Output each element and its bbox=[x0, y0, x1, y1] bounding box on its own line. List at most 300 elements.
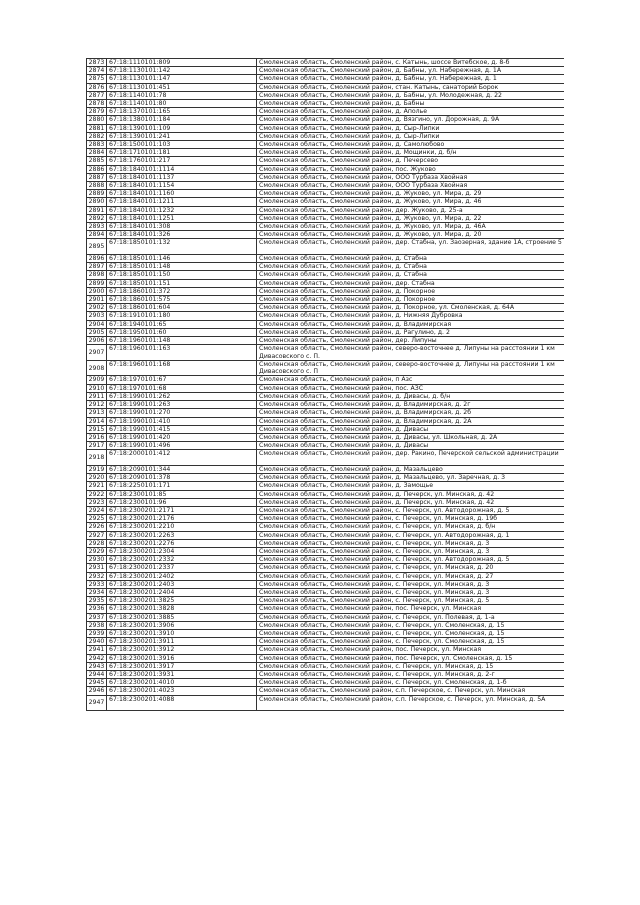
address: Смоленская область, Смоленский район, д. Покорное bbox=[257, 287, 565, 295]
table-row bbox=[87, 401, 565, 409]
address: Смоленская область, Смоленский район, д. Жуково, ул. Мира, д. 46 bbox=[257, 198, 565, 206]
row-number: 2936 bbox=[87, 605, 107, 613]
address: Смоленская область, Смоленский район, с. Печерск, ул. Минская, д. 3 bbox=[257, 588, 565, 596]
address: Смоленская область, Смоленский район, д. Печерсево bbox=[257, 157, 565, 165]
row-number: 2889 bbox=[87, 190, 107, 198]
cadastral-number: 67:18:1370101:165 bbox=[107, 108, 257, 116]
address: Смоленская область, Смоленский район, пос. Печерск, ул. Минская bbox=[257, 646, 565, 654]
cadastral-number: 67:18:1990101:420 bbox=[107, 433, 257, 441]
table-row bbox=[87, 124, 565, 132]
row-number: 2920 bbox=[87, 474, 107, 482]
table-row bbox=[87, 279, 565, 287]
table-row bbox=[87, 190, 565, 198]
table-row bbox=[87, 515, 565, 523]
cadastral-number: 67:18:2300201:3911 bbox=[107, 638, 257, 646]
table-row bbox=[87, 360, 565, 376]
table-row bbox=[87, 263, 565, 271]
address: Смоленская область, Смоленский район, с. Печерск, ул. Смоленская, д. 15 bbox=[257, 621, 565, 629]
address: Смоленская область, Смоленский район, д. Покорное, ул. Смоленская, д. 64А bbox=[257, 304, 565, 312]
table-row bbox=[87, 67, 565, 75]
cadastral-number: 67:18:1850101:148 bbox=[107, 263, 257, 271]
address: Смоленская область, Смоленский район, с. Печерск, ул. Минская, д. 19б bbox=[257, 515, 565, 523]
row-number: 2922 bbox=[87, 490, 107, 498]
row-number: 2934 bbox=[87, 588, 107, 596]
address: Смоленская область, Смоленский район, д. Рагулино, д. 2 bbox=[257, 328, 565, 336]
row-number: 2940 bbox=[87, 638, 107, 646]
table-row bbox=[87, 662, 565, 670]
cadastral-number: 67:18:2300201:3912 bbox=[107, 646, 257, 654]
row-number: 2909 bbox=[87, 376, 107, 384]
table-row bbox=[87, 384, 565, 392]
row-number: 2914 bbox=[87, 417, 107, 425]
address: Смоленская область, Смоленский район, д. Жуково, ул. Мира, д. 22 bbox=[257, 214, 565, 222]
table-row bbox=[87, 132, 565, 140]
address: Смоленская область, Смоленский район, с. Печерск, ул. Смоленская, д. 15 bbox=[257, 638, 565, 646]
address: Смоленская область, Смоленский район, д. Владимирская, д. 2б bbox=[257, 409, 565, 417]
cadastral-number: 67:18:2300201:2171 bbox=[107, 506, 257, 514]
address: Смоленская область, Смоленский район, с. Печерск, ул. Автодорожная, д. 5 bbox=[257, 556, 565, 564]
address: Смоленская область, Смоленский район, д. Печерск, ул. Минская, д. 42 bbox=[257, 490, 565, 498]
cadastral-number: 67:18:2090101:344 bbox=[107, 465, 257, 473]
address: Смоленская область, Смоленский район, д. Жуково, ул. Мира, д. 29 bbox=[257, 190, 565, 198]
cadastral-number: 67:18:1840101:1114 bbox=[107, 165, 257, 173]
cadastral-number: 67:18:2000101:412 bbox=[107, 450, 257, 466]
table-row bbox=[87, 588, 565, 596]
table-row bbox=[87, 638, 565, 646]
address: Смоленская область, Смоленский район, д. Жуково, ул. Мира, д. 20 bbox=[257, 231, 565, 239]
row-number: 2907 bbox=[87, 345, 107, 361]
table-row bbox=[87, 165, 565, 173]
address: Смоленская область, Смоленский район, п Азс bbox=[257, 376, 565, 384]
table-row bbox=[87, 547, 565, 555]
cadastral-number: 67:18:1840101:1160 bbox=[107, 190, 257, 198]
cadastral-number: 67:18:1990101:262 bbox=[107, 392, 257, 400]
cadastral-number: 67:18:1990101:496 bbox=[107, 442, 257, 450]
cadastral-number: 67:18:1850101:151 bbox=[107, 279, 257, 287]
row-number: 2946 bbox=[87, 687, 107, 695]
table-row bbox=[87, 376, 565, 384]
cadastral-number: 67:18:2300201:2332 bbox=[107, 556, 257, 564]
table-row bbox=[87, 337, 565, 345]
cadastral-number: 67:18:1970101:67 bbox=[107, 376, 257, 384]
address: Смоленская область, Смоленский район, д. Дивасы, д. б/н bbox=[257, 392, 565, 400]
address: Смоленская область, Смоленский район, д. Самолюбово bbox=[257, 141, 565, 149]
cadastral-number: 67:18:1960101:148 bbox=[107, 337, 257, 345]
cadastral-number: 67:18:1500101:103 bbox=[107, 141, 257, 149]
address: Смоленская область, Смоленский район, с. Печерск, ул. Автодорожная, д. 5 bbox=[257, 506, 565, 514]
address: Смоленская область, Смоленский район, с. Печерск, ул. Минская, д. 20 bbox=[257, 564, 565, 572]
address: Смоленская область, Смоленский район, д. Дивасы bbox=[257, 425, 565, 433]
row-number: 2925 bbox=[87, 515, 107, 523]
address: Смоленская область, Смоленский район, д. Бабны, ул. Молодежная, д. 22 bbox=[257, 91, 565, 99]
row-number: 2916 bbox=[87, 433, 107, 441]
address: Смоленская область, Смоленский район, д. Мазальцево bbox=[257, 465, 565, 473]
cadastral-number: 67:18:2300201:4023 bbox=[107, 687, 257, 695]
registry-table bbox=[86, 58, 564, 711]
table-row bbox=[87, 271, 565, 279]
row-number: 2943 bbox=[87, 662, 107, 670]
table-row bbox=[87, 498, 565, 506]
address: Смоленская область, Смоленский район, д. Бабны bbox=[257, 100, 565, 108]
table-row bbox=[87, 506, 565, 514]
row-number: 2935 bbox=[87, 597, 107, 605]
table-row bbox=[87, 605, 565, 613]
row-number: 2910 bbox=[87, 384, 107, 392]
row-number: 2875 bbox=[87, 75, 107, 83]
cadastral-number: 67:18:1990101:270 bbox=[107, 409, 257, 417]
address: Смоленская область, Смоленский район, д. Печерск, ул. Минская, д. 42 bbox=[257, 498, 565, 506]
cadastral-number: 67:18:1840101:1211 bbox=[107, 198, 257, 206]
table-row bbox=[87, 465, 565, 473]
table-row bbox=[87, 296, 565, 304]
row-number: 2899 bbox=[87, 279, 107, 287]
row-number: 2919 bbox=[87, 465, 107, 473]
cadastral-number: 67:18:1990101:410 bbox=[107, 417, 257, 425]
address: Смоленская область, Смоленский район, д. Стабна bbox=[257, 271, 565, 279]
row-number: 2905 bbox=[87, 328, 107, 336]
address: Смоленская область, Смоленский район, с. Печерск, ул. Смоленская, д. 1-б bbox=[257, 679, 565, 687]
cadastral-number: 67:18:2300201:3825 bbox=[107, 597, 257, 605]
address: Смоленская область, Смоленский район, д. Бабны, ул. Набережная, д. 1 bbox=[257, 75, 565, 83]
address: Смоленская область, Смоленский район, с.п. Печерское, с. Печерск, ул. Минская, д. 5А bbox=[257, 695, 565, 711]
row-number: 2912 bbox=[87, 401, 107, 409]
table-row bbox=[87, 670, 565, 678]
row-number: 2883 bbox=[87, 141, 107, 149]
address: Смоленская область, Смоленский район, с. Печерск, ул. Минская, д. 5 bbox=[257, 597, 565, 605]
row-number: 2876 bbox=[87, 83, 107, 91]
table-row bbox=[87, 182, 565, 190]
table-row bbox=[87, 157, 565, 165]
cadastral-number: 67:18:1970101:68 bbox=[107, 384, 257, 392]
cadastral-number: 67:18:2300201:2304 bbox=[107, 547, 257, 555]
table-row bbox=[87, 223, 565, 231]
address: Смоленская область, Смоленский район, с. Печерск, ул. Минская, д. 15 bbox=[257, 662, 565, 670]
cadastral-number: 67:18:1760101:217 bbox=[107, 157, 257, 165]
row-number: 2938 bbox=[87, 621, 107, 629]
cadastral-number: 67:18:2300201:3906 bbox=[107, 621, 257, 629]
row-number: 2900 bbox=[87, 287, 107, 295]
row-number: 2947 bbox=[87, 695, 107, 711]
cadastral-number: 67:18:1840101:308 bbox=[107, 223, 257, 231]
address: Смоленская область, Смоленский район, пос. Печерск, ул. Минская bbox=[257, 605, 565, 613]
table-row bbox=[87, 392, 565, 400]
cadastral-number: 67:18:2300201:2263 bbox=[107, 531, 257, 539]
row-number: 2906 bbox=[87, 337, 107, 345]
cadastral-number: 67:18:1130101:147 bbox=[107, 75, 257, 83]
address: Смоленская область, Смоленский район, д. Вязгино, ул. Дорожная, д. 9А bbox=[257, 116, 565, 124]
address: Смоленская область, Смоленский район, д. Стабна bbox=[257, 263, 565, 271]
table-row bbox=[87, 149, 565, 157]
row-number: 2933 bbox=[87, 580, 107, 588]
cadastral-number: 67:18:2300201:3917 bbox=[107, 662, 257, 670]
row-number: 2902 bbox=[87, 304, 107, 312]
address: Смоленская область, Смоленский район, с. Печерск, ул. Смоленская, д. 15 bbox=[257, 629, 565, 637]
table-row bbox=[87, 556, 565, 564]
cadastral-number: 67:18:2300201:2402 bbox=[107, 572, 257, 580]
address: Смоленская область, Смоленский район, пос. Печерск, ул. Смоленская, д. 15 bbox=[257, 654, 565, 662]
registry-table-body bbox=[87, 59, 565, 711]
table-row bbox=[87, 580, 565, 588]
cadastral-number: 67:18:2300201:3910 bbox=[107, 629, 257, 637]
registry-table-page bbox=[86, 58, 564, 848]
row-number: 2882 bbox=[87, 132, 107, 140]
cadastral-number: 67:18:1960101:163 bbox=[107, 345, 257, 361]
row-number: 2886 bbox=[87, 165, 107, 173]
row-number: 2901 bbox=[87, 296, 107, 304]
row-number: 2885 bbox=[87, 157, 107, 165]
table-row bbox=[87, 173, 565, 181]
cadastral-number: 67:18:1130101:451 bbox=[107, 83, 257, 91]
address: Смоленская область, Смоленский район, с. Печерск, ул. Минская, д. 27 bbox=[257, 572, 565, 580]
row-number: 2918 bbox=[87, 450, 107, 466]
address: Смоленская область, Смоленский район, д. Сыр-Липки bbox=[257, 124, 565, 132]
row-number: 2931 bbox=[87, 564, 107, 572]
table-row bbox=[87, 621, 565, 629]
cadastral-number: 67:18:1990101:415 bbox=[107, 425, 257, 433]
cadastral-number: 67:18:1860101:604 bbox=[107, 304, 257, 312]
table-row bbox=[87, 531, 565, 539]
table-row bbox=[87, 490, 565, 498]
cadastral-number: 67:18:1850101:150 bbox=[107, 271, 257, 279]
row-number: 2891 bbox=[87, 206, 107, 214]
row-number: 2926 bbox=[87, 523, 107, 531]
cadastral-number: 67:18:1840101:326 bbox=[107, 231, 257, 239]
cadastral-number: 67:18:1380101:184 bbox=[107, 116, 257, 124]
cadastral-number: 67:18:1140101:78 bbox=[107, 91, 257, 99]
row-number: 2877 bbox=[87, 91, 107, 99]
cadastral-number: 67:18:2300101:96 bbox=[107, 498, 257, 506]
address: Смоленская область, Смоленский район, с. Печерск, ул. Минская, д. 3 bbox=[257, 547, 565, 555]
cadastral-number: 67:18:2300201:2210 bbox=[107, 523, 257, 531]
address: Смоленская область, Смоленский район, д. Стабна bbox=[257, 255, 565, 263]
cadastral-number: 67:18:1860101:372 bbox=[107, 287, 257, 295]
row-number: 2908 bbox=[87, 360, 107, 376]
table-row bbox=[87, 409, 565, 417]
row-number: 2945 bbox=[87, 679, 107, 687]
address: Смоленская область, Смоленский район, северо-восточнее д. Липуны на расстоянии 1 км Дивасовского с. П. bbox=[257, 345, 565, 361]
cadastral-number: 67:18:2300201:2403 bbox=[107, 580, 257, 588]
table-row bbox=[87, 597, 565, 605]
row-number: 2904 bbox=[87, 320, 107, 328]
cadastral-number: 67:18:1840101:1232 bbox=[107, 206, 257, 214]
row-number: 2930 bbox=[87, 556, 107, 564]
row-number: 2921 bbox=[87, 482, 107, 490]
address: Смоленская область, Смоленский район, д. Аполье bbox=[257, 108, 565, 116]
table-row bbox=[87, 629, 565, 637]
row-number: 2880 bbox=[87, 116, 107, 124]
row-number: 2944 bbox=[87, 670, 107, 678]
row-number: 2941 bbox=[87, 646, 107, 654]
cadastral-number: 67:18:2090101:378 bbox=[107, 474, 257, 482]
table-row bbox=[87, 564, 565, 572]
cadastral-number: 67:18:2250101:171 bbox=[107, 482, 257, 490]
table-row bbox=[87, 320, 565, 328]
row-number: 2903 bbox=[87, 312, 107, 320]
row-number: 2939 bbox=[87, 629, 107, 637]
address: Смоленская область, Смоленский район, дер. Жуково, д. 25-а bbox=[257, 206, 565, 214]
table-row bbox=[87, 59, 565, 67]
table-row bbox=[87, 231, 565, 239]
address: Смоленская область, Смоленский район, д. Владимирская bbox=[257, 320, 565, 328]
address: Смоленская область, Смоленский район, с. Печерск, ул. Полевая, д. 1-а bbox=[257, 613, 565, 621]
table-row bbox=[87, 417, 565, 425]
row-number: 2895 bbox=[87, 239, 107, 255]
address: Смоленская область, Смоленский район, стан. Катынь, санаторий Борок bbox=[257, 83, 565, 91]
row-number: 2917 bbox=[87, 442, 107, 450]
row-number: 2929 bbox=[87, 547, 107, 555]
address: Смоленская область, Смоленский район, д. Дивасы bbox=[257, 442, 565, 450]
row-number: 2888 bbox=[87, 182, 107, 190]
address: Смоленская область, Смоленский район, северо-восточнее д. Липуны на расстоянии 1 км Дивасовского с. П bbox=[257, 360, 565, 376]
table-row bbox=[87, 646, 565, 654]
table-row bbox=[87, 287, 565, 295]
table-row bbox=[87, 613, 565, 621]
cadastral-number: 67:18:1990101:263 bbox=[107, 401, 257, 409]
table-row bbox=[87, 214, 565, 222]
row-number: 2884 bbox=[87, 149, 107, 157]
table-row bbox=[87, 108, 565, 116]
cadastral-number: 67:18:2300201:4088 bbox=[107, 695, 257, 711]
table-row bbox=[87, 474, 565, 482]
cadastral-number: 67:18:2300101:85 bbox=[107, 490, 257, 498]
row-number: 2892 bbox=[87, 214, 107, 222]
cadastral-number: 67:18:2300201:2404 bbox=[107, 588, 257, 596]
table-row bbox=[87, 304, 565, 312]
row-number: 2942 bbox=[87, 654, 107, 662]
address: Смоленская область, Смоленский район, пос. АЗС bbox=[257, 384, 565, 392]
table-row bbox=[87, 345, 565, 361]
row-number: 2873 bbox=[87, 59, 107, 67]
row-number: 2878 bbox=[87, 100, 107, 108]
row-number: 2887 bbox=[87, 173, 107, 181]
address: Смоленская область, Смоленский район, д. Мощинки, д. б/н bbox=[257, 149, 565, 157]
table-row bbox=[87, 425, 565, 433]
address: Смоленская область, Смоленский район, дер. Стабна bbox=[257, 279, 565, 287]
row-number: 2927 bbox=[87, 531, 107, 539]
cadastral-number: 67:18:1850101:132 bbox=[107, 239, 257, 255]
table-row bbox=[87, 328, 565, 336]
address: Смоленская область, Смоленский район, д. Жуково, ул. Мира, д. 46А bbox=[257, 223, 565, 231]
address: Смоленская область, Смоленский район, дер. Ракино, Печерской сельской администрации bbox=[257, 450, 565, 466]
table-row bbox=[87, 679, 565, 687]
row-number: 2937 bbox=[87, 613, 107, 621]
table-row bbox=[87, 75, 565, 83]
table-row bbox=[87, 523, 565, 531]
cadastral-number: 67:18:1950101:60 bbox=[107, 328, 257, 336]
cadastral-number: 67:18:1390101:241 bbox=[107, 132, 257, 140]
address: Смоленская область, Смоленский район, д. Нижняя Дубровка bbox=[257, 312, 565, 320]
table-row bbox=[87, 312, 565, 320]
table-row bbox=[87, 687, 565, 695]
table-row bbox=[87, 141, 565, 149]
address: Смоленская область, Смоленский район, дер. Липуны bbox=[257, 337, 565, 345]
address: Смоленская область, Смоленский район, с. Печерск, ул. Автодорожная, д. 1 bbox=[257, 531, 565, 539]
cadastral-number: 67:18:1850101:146 bbox=[107, 255, 257, 263]
address: Смоленская область, Смоленский район, дер. Стабна, ул. Заозерная, здание 1А, строение 5 bbox=[257, 239, 565, 255]
table-row bbox=[87, 654, 565, 662]
table-row bbox=[87, 572, 565, 580]
cadastral-number: 67:18:1840101:1251 bbox=[107, 214, 257, 222]
cadastral-number: 67:18:1110101:809 bbox=[107, 59, 257, 67]
row-number: 2932 bbox=[87, 572, 107, 580]
row-number: 2924 bbox=[87, 506, 107, 514]
table-row bbox=[87, 482, 565, 490]
row-number: 2879 bbox=[87, 108, 107, 116]
table-row bbox=[87, 239, 565, 255]
cadastral-number: 67:18:1140101:80 bbox=[107, 100, 257, 108]
cadastral-number: 67:18:2300201:2276 bbox=[107, 539, 257, 547]
table-row bbox=[87, 433, 565, 441]
address: Смоленская область, Смоленский район, с. Печерск, ул. Минская, д. б/н bbox=[257, 523, 565, 531]
table-row bbox=[87, 100, 565, 108]
row-number: 2893 bbox=[87, 223, 107, 231]
cadastral-number: 67:18:1860101:575 bbox=[107, 296, 257, 304]
table-row bbox=[87, 206, 565, 214]
address: Смоленская область, Смоленский район, д. Бабны, ул. Набережная, д. 1А bbox=[257, 67, 565, 75]
cadastral-number: 67:18:2300201:3828 bbox=[107, 605, 257, 613]
cadastral-number: 67:18:2300201:3931 bbox=[107, 670, 257, 678]
table-row bbox=[87, 442, 565, 450]
row-number: 2928 bbox=[87, 539, 107, 547]
cadastral-number: 67:18:2300201:4010 bbox=[107, 679, 257, 687]
address: Смоленская область, Смоленский район, с.п. Печерское, с. Печерск, ул. Минская bbox=[257, 687, 565, 695]
address: Смоленская область, Смоленский район, д. Замощье bbox=[257, 482, 565, 490]
row-number: 2896 bbox=[87, 255, 107, 263]
cadastral-number: 67:18:1940101:65 bbox=[107, 320, 257, 328]
address: Смоленская область, Смоленский район, пос. Жуково bbox=[257, 165, 565, 173]
cadastral-number: 67:18:2300201:2337 bbox=[107, 564, 257, 572]
table-row bbox=[87, 255, 565, 263]
cadastral-number: 67:18:2300201:3885 bbox=[107, 613, 257, 621]
row-number: 2923 bbox=[87, 498, 107, 506]
address: Смоленская область, Смоленский район, д. Сыр-Липки bbox=[257, 132, 565, 140]
cadastral-number: 67:18:2300201:3916 bbox=[107, 654, 257, 662]
address: Смоленская область, Смоленский район, д. Покорное bbox=[257, 296, 565, 304]
table-row bbox=[87, 116, 565, 124]
address: Смоленская область, Смоленский район, д. Владимирская, д. 2г bbox=[257, 401, 565, 409]
cadastral-number: 67:18:1960101:168 bbox=[107, 360, 257, 376]
table-row bbox=[87, 539, 565, 547]
address: Смоленская область, Смоленский район, с. Печерск, ул. Минская, д. 2-г bbox=[257, 670, 565, 678]
address: Смоленская область, Смоленский район, д. Мазальцево, ул. Заречная, д. 3 bbox=[257, 474, 565, 482]
cadastral-number: 67:18:1910101:180 bbox=[107, 312, 257, 320]
row-number: 2898 bbox=[87, 271, 107, 279]
cadastral-number: 67:18:1840101:1137 bbox=[107, 173, 257, 181]
table-row bbox=[87, 695, 565, 711]
row-number: 2874 bbox=[87, 67, 107, 75]
row-number: 2890 bbox=[87, 198, 107, 206]
cadastral-number: 67:18:1710101:181 bbox=[107, 149, 257, 157]
address: Смоленская область, Смоленский район, ООО Турбаза Хвойная bbox=[257, 173, 565, 181]
cadastral-number: 67:18:1130101:142 bbox=[107, 67, 257, 75]
cadastral-number: 67:18:1390101:109 bbox=[107, 124, 257, 132]
row-number: 2913 bbox=[87, 409, 107, 417]
table-row bbox=[87, 91, 565, 99]
address: Смоленская область, Смоленский район, с. Катынь, шоссе Витебское, д. 8-б bbox=[257, 59, 565, 67]
table-row bbox=[87, 83, 565, 91]
cadastral-number: 67:18:2300201:2176 bbox=[107, 515, 257, 523]
address: Смоленская область, Смоленский район, с. Печерск, ул. Минская, д. 3 bbox=[257, 580, 565, 588]
row-number: 2911 bbox=[87, 392, 107, 400]
cadastral-number: 67:18:1840101:1154 bbox=[107, 182, 257, 190]
table-row bbox=[87, 198, 565, 206]
row-number: 2915 bbox=[87, 425, 107, 433]
address: Смоленская область, Смоленский район, с. Печерск, ул. Минская, д. 3 bbox=[257, 539, 565, 547]
row-number: 2894 bbox=[87, 231, 107, 239]
address: Смоленская область, Смоленский район, д. Владимирская, д. 2А bbox=[257, 417, 565, 425]
address: Смоленская область, Смоленский район, д. Дивасы, ул. Школьная, д. 2А bbox=[257, 433, 565, 441]
row-number: 2897 bbox=[87, 263, 107, 271]
